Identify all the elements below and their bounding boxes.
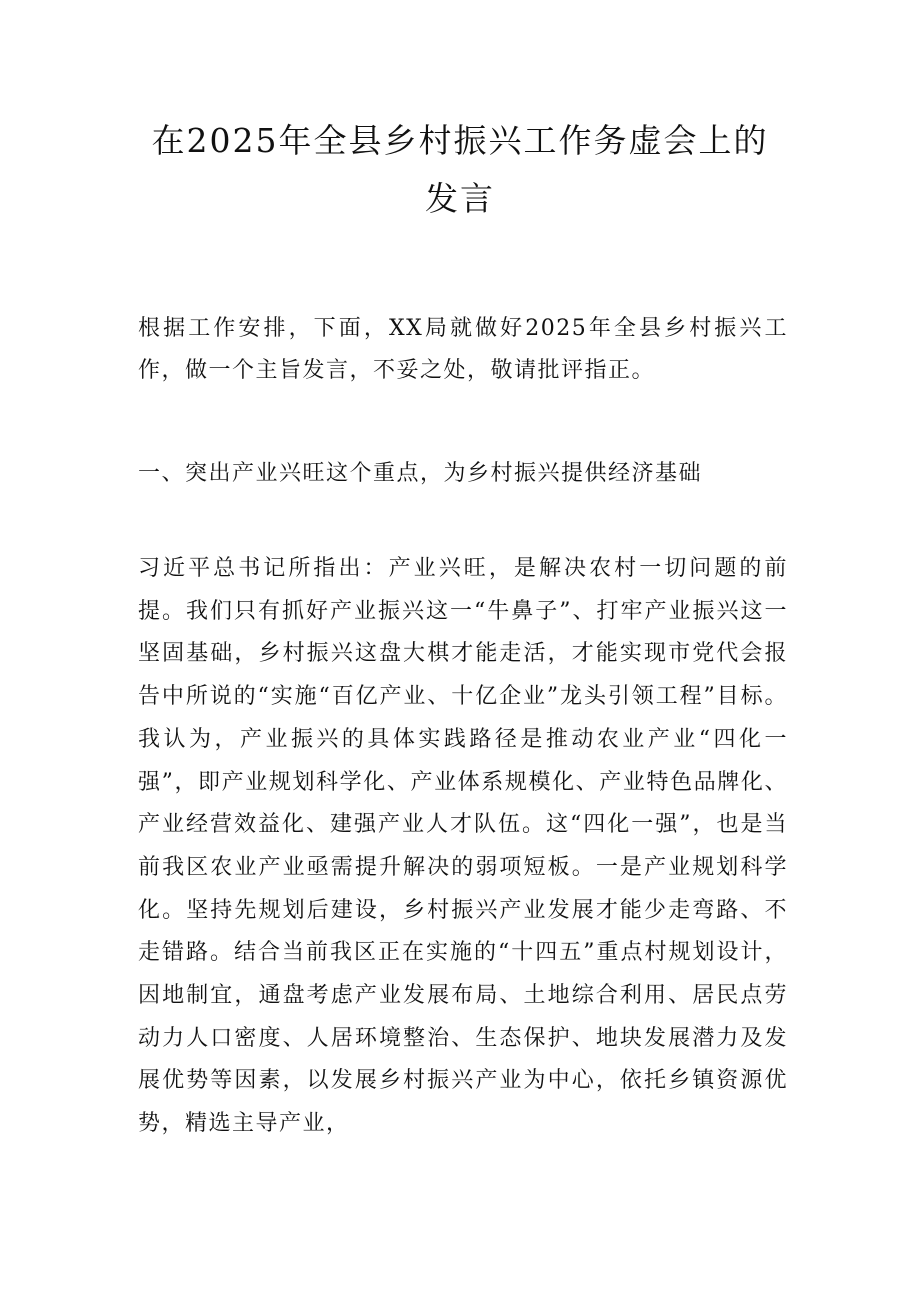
body-paragraph: 习近平总书记所指出：产业兴旺，是解决农村一切问题的前提。我们只有抓好产业振兴这一“牛鼻子”、打牢产业振兴这一坚固基础，乡村振兴这盘大棋才能走活，才能实现市党代会报告中所说的“实施“百亿产业、十亿企业”龙头引领工程”目标。我认为，产业振兴的具体实践路径是推动农业产业“四化一强”，即产业规划科学化、产业体系规模化、产业特色品牌化、产业经营效益化、建强产业人才队伍。这“四化一强”，也是当前我区农业产业亟需提升解决的弱项短板。一是产业规划科学化。坚持先规划后建设，乡村振兴产业发展才能少走弯路、不走错路。结合当前我区正在实施的“十四五”重点村规划设计，因地制宜，通盘考虑产业发展布局、土地综合利用、居民点劳动力人口密度、人居环境整治、生态保护、地块发展潜力及发展优势等因素，以发展乡村振兴产业为中心，依托乡镇资源优势，精选主导产业， [138,556,788,1137]
section-heading: 一、突出产业兴旺这个重点，为乡村振兴提供经济基础 [138,461,703,486]
intro-paragraph: 根据工作安排，下面，XX局就做好2025年全县乡村振兴工作，做一个主旨发言，不妥之处，敬请批评指正。 [138,316,788,383]
document-title: 在2025年全县乡村振兴工作务虚会上的发言 [151,121,769,218]
